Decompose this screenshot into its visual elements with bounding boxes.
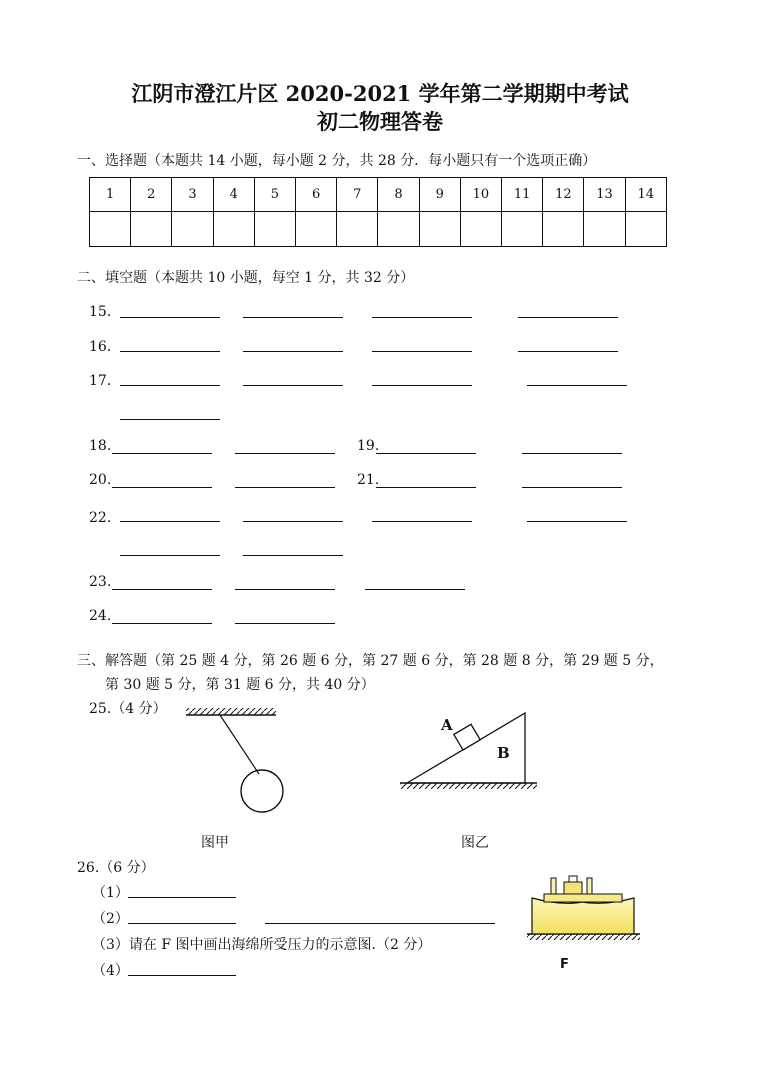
answer-blank[interactable]: [372, 385, 472, 386]
question-number-cell: 9: [419, 178, 460, 212]
question-number-cell: 8: [378, 178, 419, 212]
q25-label: 25.（4 分）: [89, 701, 167, 717]
answer-blank[interactable]: [112, 487, 212, 488]
q26-part4-label: （4）: [92, 963, 129, 979]
answer-blank[interactable]: [112, 453, 212, 454]
question-number-cell: 12: [543, 178, 584, 212]
answer-blank[interactable]: [120, 385, 220, 386]
answer-blank[interactable]: [372, 351, 472, 352]
answer-cell[interactable]: [378, 212, 419, 247]
question-number-cell: 13: [584, 178, 625, 212]
answer-cell[interactable]: [131, 212, 172, 247]
question-number-cell: 5: [254, 178, 295, 212]
answer-blank[interactable]: [235, 453, 335, 454]
answer-blank[interactable]: [243, 317, 343, 318]
answer-blank[interactable]: [372, 317, 472, 318]
q19-label: 19.: [357, 438, 380, 454]
answer-blank[interactable]: [120, 317, 220, 318]
answer-blank[interactable]: [522, 487, 622, 488]
fig-left-caption: 图甲: [201, 835, 229, 851]
answer-cell[interactable]: [254, 212, 295, 247]
answer-blank[interactable]: [243, 521, 343, 522]
pendulum-string: [220, 715, 259, 774]
section3-heading-line2: 第 30 题 5 分，第 31 题 6 分，共 40 分）: [105, 677, 375, 693]
answer-blank[interactable]: [235, 623, 335, 624]
q18-label: 18.: [89, 438, 112, 454]
q26-label: 26.（6 分）: [77, 860, 155, 876]
fig-f-caption: F: [560, 957, 569, 972]
q20-label: 20.: [89, 472, 112, 488]
answer-cell[interactable]: [296, 212, 337, 247]
answer-blank[interactable]: [376, 453, 476, 454]
question-number-cell: 10: [460, 178, 501, 212]
section1-heading: 一、选择题（本题共 14 小题，每小题 2 分，共 28 分．每小题只有一个选项正确）: [77, 153, 597, 169]
answer-blank[interactable]: [235, 487, 335, 488]
block-a-label: A: [441, 716, 453, 734]
q24-label: 24.: [89, 608, 112, 624]
question-number-cell: 7: [337, 178, 378, 212]
pendulum-ball: [241, 770, 283, 812]
q21-label: 21.: [357, 472, 380, 488]
section2-heading: 二、填空题（本题共 10 小题，每空 1 分，共 32 分）: [77, 270, 415, 286]
answer-blank[interactable]: [518, 351, 618, 352]
q22-label: 22．: [89, 510, 121, 526]
question-number-cell: 1: [90, 178, 131, 212]
answer-blank[interactable]: [527, 521, 627, 522]
plate-leg-left: [551, 878, 556, 894]
q23-label: 23.: [89, 574, 112, 590]
plate: [544, 894, 622, 902]
table-hatch: [527, 934, 640, 940]
section3-heading-line1: 三、解答题（第 25 题 4 分，第 26 题 6 分，第 27 题 6 分，第 28 题 8 分，第 29 题 5 分，: [77, 653, 664, 669]
weight-block: [564, 882, 582, 894]
sponge-figure: [522, 870, 647, 945]
q17-label: 17．: [89, 373, 121, 389]
answer-cell[interactable]: [460, 212, 501, 247]
answer-blank[interactable]: [112, 589, 212, 590]
exam-subtitle: 初二物理答卷: [317, 109, 443, 134]
pendulum-figure: [180, 705, 300, 830]
answer-blank[interactable]: [112, 623, 212, 624]
answer-blank[interactable]: [518, 317, 618, 318]
q26-part3-text: （3）请在 F 图中画出海绵所受压力的示意图.（2 分）: [92, 937, 432, 953]
exam-title: 江阴市澄江片区 2020-2021 学年第二学期期中考试: [131, 81, 629, 106]
answer-blank[interactable]: [527, 385, 627, 386]
answer-blank[interactable]: [376, 487, 476, 488]
question-number-cell: 6: [296, 178, 337, 212]
ceiling-hatch: [186, 708, 276, 715]
answer-cell[interactable]: [90, 212, 131, 247]
q26-part1-label: （1）: [92, 885, 129, 901]
answer-blank[interactable]: [522, 453, 622, 454]
answer-blank[interactable]: [243, 351, 343, 352]
answer-cell[interactable]: [625, 212, 666, 247]
answer-cell[interactable]: [337, 212, 378, 247]
answer-blank[interactable]: [372, 521, 472, 522]
answer-blank[interactable]: [120, 555, 220, 556]
q15-label: 15．: [89, 304, 121, 320]
answer-blank[interactable]: [120, 521, 220, 522]
question-number-cell: 3: [172, 178, 213, 212]
answer-blank[interactable]: [365, 589, 465, 590]
answer-cell[interactable]: [584, 212, 625, 247]
answer-blank[interactable]: [120, 419, 220, 420]
incline-figure: [395, 705, 545, 800]
plate-leg-right: [587, 878, 592, 894]
ground-hatch: [400, 783, 537, 789]
weight-knob: [569, 876, 577, 882]
answer-grid: [89, 177, 667, 247]
answer-blank[interactable]: [128, 975, 236, 976]
block-a: [454, 724, 480, 750]
block-b-label: B: [497, 744, 510, 762]
q16-label: 16．: [89, 339, 121, 355]
answer-blank[interactable]: [120, 351, 220, 352]
sponge: [532, 898, 634, 934]
answer-cell[interactable]: [502, 212, 543, 247]
q26-part2-label: （2）: [92, 911, 129, 927]
question-number-cell: 11: [502, 178, 543, 212]
answer-grid-answer-row: [90, 212, 667, 247]
question-number-cell: 2: [131, 178, 172, 212]
answer-cell[interactable]: [543, 212, 584, 247]
answer-blank[interactable]: [235, 589, 335, 590]
answer-blank[interactable]: [265, 923, 495, 924]
fig-right-caption: 图乙: [461, 835, 489, 851]
question-number-cell: 4: [213, 178, 254, 212]
answer-grid-header-row: [90, 178, 667, 212]
answer-blank[interactable]: [128, 923, 236, 924]
answer-blank[interactable]: [243, 555, 343, 556]
answer-cell[interactable]: [172, 212, 213, 247]
answer-cell[interactable]: [213, 212, 254, 247]
question-number-cell: 14: [625, 178, 666, 212]
answer-blank[interactable]: [243, 385, 343, 386]
answer-cell[interactable]: [419, 212, 460, 247]
answer-blank[interactable]: [128, 897, 236, 898]
